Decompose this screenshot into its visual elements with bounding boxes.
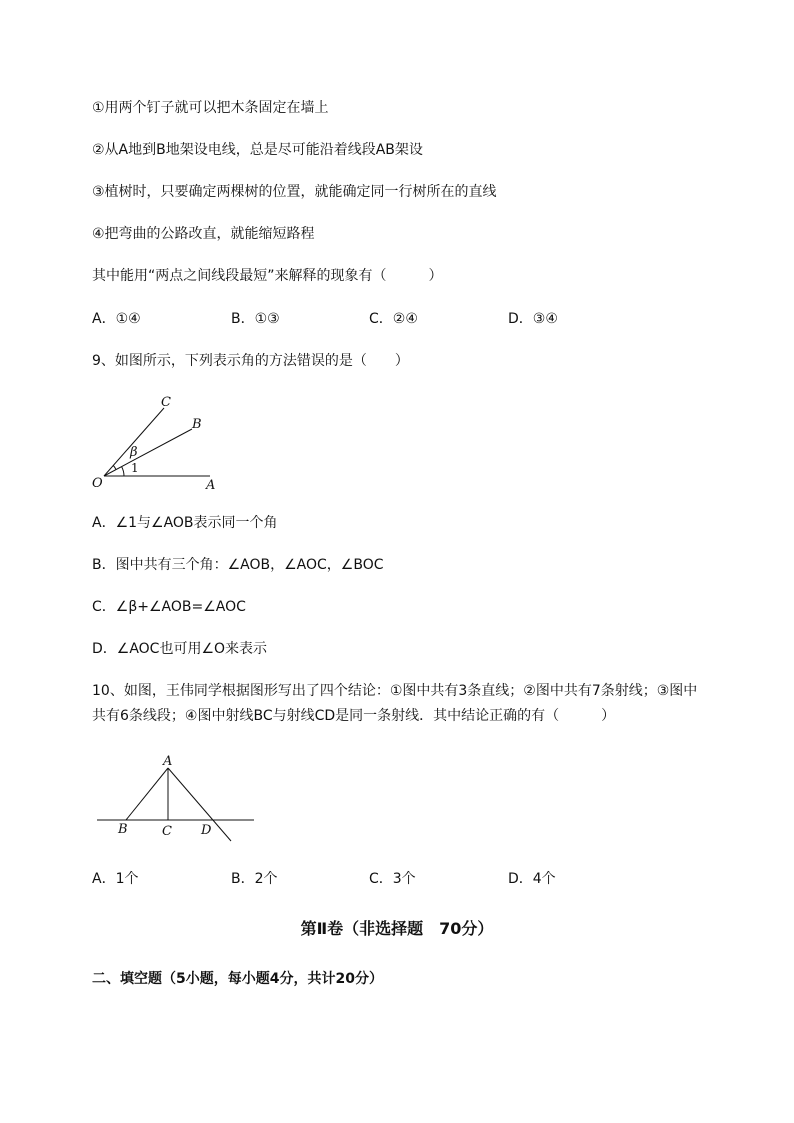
q10-stem-line-1: 10、如图，王伟同学根据图形写出了四个结论：①图中共有3条直线；②图中共有7条射线；③图中 <box>92 683 698 699</box>
q10-option-b: B．2个 <box>231 871 278 887</box>
q10-option-a: A．1个 <box>92 871 139 887</box>
q9-option-d: D．∠AOC也可用∠O来表示 <box>92 641 268 657</box>
label-a: A <box>163 754 173 769</box>
q10-stem-line-2: 共有6条线段；④图中射线BC与射线CD是同一条射线．其中结论正确的有（ ） <box>92 708 616 724</box>
q8-option-c: C．②④ <box>369 311 418 327</box>
q9-option-b: B．图中共有三个角：∠AOB，∠AOC，∠BOC <box>92 557 384 573</box>
label-c: C <box>161 395 171 410</box>
q10-option-d: D．4个 <box>508 871 556 887</box>
statement-1: ①用两个钉子就可以把木条固定在墙上 <box>92 100 329 116</box>
line-ad <box>168 768 231 841</box>
q10-option-c: C．3个 <box>369 871 416 887</box>
label-d: D <box>201 823 212 838</box>
q9-option-c: C．∠β+∠AOB=∠AOC <box>92 599 246 615</box>
label-b: B <box>118 822 128 837</box>
q8-option-d: D．③④ <box>508 311 558 327</box>
q8-option-a: A．①④ <box>92 311 141 327</box>
q9-stem: 9、如图所示，下列表示角的方法错误的是（ ） <box>92 353 409 369</box>
label-b: B <box>192 417 202 432</box>
label-beta: β <box>130 445 138 460</box>
q8-prompt: 其中能用“两点之间线段最短”来解释的现象有（ ） <box>92 268 443 284</box>
q9-angle-figure <box>88 390 228 495</box>
q10-line-figure <box>92 750 262 845</box>
statement-4: ④把弯曲的公路改直，就能缩短路程 <box>92 226 315 242</box>
q8-option-b: B．①③ <box>231 311 280 327</box>
label-c: C <box>162 824 172 839</box>
label-1: 1 <box>131 461 139 475</box>
q9-option-a: A．∠1与∠AOB表示同一个角 <box>92 515 278 531</box>
label-a: A <box>206 478 216 493</box>
part-2-heading: 第Ⅱ卷（非选择题 70分） <box>300 919 494 938</box>
arc-angle-1 <box>122 467 124 476</box>
ray-ob <box>104 429 192 476</box>
statement-3: ③植树时，只要确定两棵树的位置，就能确定同一行树所在的直线 <box>92 184 497 200</box>
section-heading: 二、填空题（5小题，每小题4分，共计20分） <box>92 971 383 987</box>
line-ab <box>126 768 168 820</box>
arc-angle-beta <box>113 466 116 470</box>
label-o: O <box>92 476 103 491</box>
statement-2: ②从A地到B地架设电线，总是尽可能沿着线段AB架设 <box>92 142 423 158</box>
